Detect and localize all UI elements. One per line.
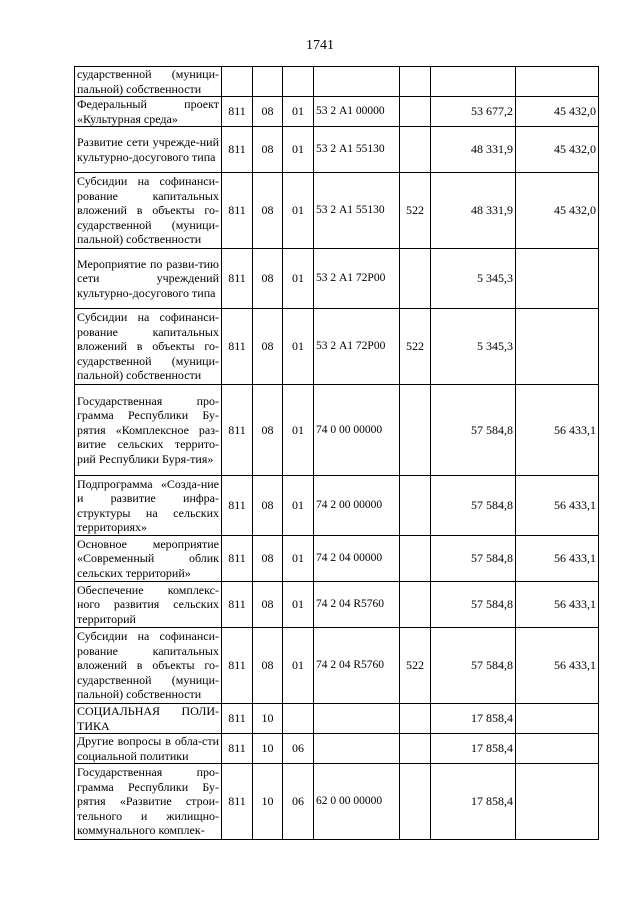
amount-year-2: 56 433,1 (516, 628, 599, 704)
section-code: 08 (253, 97, 283, 127)
section-code: 08 (253, 249, 283, 309)
subsection-code: 06 (283, 764, 314, 840)
ministry-code: 811 (222, 476, 253, 536)
amount-year-1: 48 331,9 (431, 127, 516, 173)
target-article-code: 53 2 А1 55130 (314, 173, 400, 249)
amount-year-1: 5 345,3 (431, 309, 516, 385)
amount-year-1: 57 584,8 (431, 582, 516, 628)
target-article-code: 74 0 00 00000 (314, 385, 400, 476)
section-code: 08 (253, 127, 283, 173)
budget-item-name: Обеспечение комплекс-ного развития сельских территорий (75, 582, 222, 628)
ministry-code: 811 (222, 249, 253, 309)
table-row (75, 628, 599, 704)
amount-year-1: 53 677,2 (431, 97, 516, 127)
budget-item-name: Государственная про-грамма Республики Бу-рятия «Развитие строи-тельного и жилищно-коммунального комплек- (75, 764, 222, 840)
amount-year-2: 56 433,1 (516, 385, 599, 476)
ministry-code: 811 (222, 173, 253, 249)
table-row (75, 582, 599, 628)
budget-item-name: сударственной (муници-пальной) собственности (75, 67, 222, 97)
ministry-code: 811 (222, 309, 253, 385)
budget-item-name: Субсидии на софинанси-рование капитальных вложений в объекты го-сударственной (муници-пальной) собственности (75, 628, 222, 704)
expense-type-code (400, 704, 431, 734)
ministry-code: 811 (222, 764, 253, 840)
target-article-code: 53 2 А1 00000 (314, 97, 400, 127)
ministry-code: 811 (222, 536, 253, 582)
amount-year-2 (516, 67, 599, 97)
ministry-code (222, 67, 253, 97)
ministry-code: 811 (222, 385, 253, 476)
table-row (75, 764, 599, 840)
section-code: 10 (253, 734, 283, 764)
section-code: 10 (253, 704, 283, 734)
table-row (75, 173, 599, 249)
expense-type-code (400, 127, 431, 173)
expense-type-code (400, 249, 431, 309)
table-row (75, 127, 599, 173)
target-article-code: 74 2 04 R5760 (314, 628, 400, 704)
subsection-code: 01 (283, 249, 314, 309)
subsection-code (283, 704, 314, 734)
table-row (75, 536, 599, 582)
subsection-code (283, 67, 314, 97)
section-code (253, 67, 283, 97)
section-code: 10 (253, 764, 283, 840)
budget-item-name: Федеральный проект «Культурная среда» (75, 97, 222, 127)
expense-type-code: 522 (400, 628, 431, 704)
amount-year-1: 17 858,4 (431, 704, 516, 734)
amount-year-2 (516, 249, 599, 309)
ministry-code: 811 (222, 704, 253, 734)
page-number: 1741 (306, 38, 334, 53)
budget-item-name: Субсидии на софинанси-рование капитальных вложений в объекты го-сударственной (муници-пальной) собственности (75, 309, 222, 385)
subsection-code: 01 (283, 385, 314, 476)
section-code: 08 (253, 385, 283, 476)
budget-item-name: Другие вопросы в обла-сти социальной политики (75, 734, 222, 764)
table-row (75, 734, 599, 764)
expense-type-code (400, 67, 431, 97)
amount-year-2 (516, 764, 599, 840)
budget-item-name: Основное мероприятие «Современный облик сельских территорий» (75, 536, 222, 582)
subsection-code: 01 (283, 127, 314, 173)
ministry-code: 811 (222, 97, 253, 127)
amount-year-1: 57 584,8 (431, 628, 516, 704)
table-row (75, 385, 599, 476)
amount-year-2 (516, 734, 599, 764)
budget-item-name: Государственная про-грамма Республики Бу-рятия «Комплексное раз-витие сельских террито-рий Республики Буря-тия» (75, 385, 222, 476)
amount-year-2: 56 433,1 (516, 582, 599, 628)
amount-year-1 (431, 67, 516, 97)
budget-table (74, 66, 599, 840)
expense-type-code (400, 536, 431, 582)
subsection-code: 01 (283, 582, 314, 628)
expense-type-code (400, 734, 431, 764)
section-code: 08 (253, 536, 283, 582)
amount-year-1: 17 858,4 (431, 734, 516, 764)
subsection-code: 01 (283, 476, 314, 536)
target-article-code: 53 2 А1 55130 (314, 127, 400, 173)
budget-item-name: Субсидии на софинанси-рование капитальных вложений в объекты го-сударственной (муници-пальной) собственности (75, 173, 222, 249)
amount-year-2: 56 433,1 (516, 476, 599, 536)
ministry-code: 811 (222, 127, 253, 173)
expense-type-code (400, 764, 431, 840)
amount-year-2: 45 432,0 (516, 173, 599, 249)
table-row (75, 249, 599, 309)
target-article-code: 74 2 00 00000 (314, 476, 400, 536)
section-code: 08 (253, 628, 283, 704)
section-code: 08 (253, 582, 283, 628)
budget-item-name: Подпрограмма «Созда-ние и развитие инфра-структуры на сельских территориях» (75, 476, 222, 536)
target-article-code (314, 734, 400, 764)
amount-year-1: 57 584,8 (431, 536, 516, 582)
expense-type-code (400, 476, 431, 536)
expense-type-code (400, 97, 431, 127)
amount-year-2: 45 432,0 (516, 97, 599, 127)
budget-item-name: Мероприятие по разви-тию сети учреждений культурно-досугового типа (75, 249, 222, 309)
expense-type-code (400, 385, 431, 476)
ministry-code: 811 (222, 734, 253, 764)
subsection-code: 06 (283, 734, 314, 764)
ministry-code: 811 (222, 628, 253, 704)
ministry-code: 811 (222, 582, 253, 628)
table-row (75, 704, 599, 734)
target-article-code: 74 2 04 R5760 (314, 582, 400, 628)
target-article-code: 53 2 А1 72Р00 (314, 249, 400, 309)
target-article-code: 74 2 04 00000 (314, 536, 400, 582)
expense-type-code: 522 (400, 173, 431, 249)
section-code: 08 (253, 173, 283, 249)
budget-item-name: СОЦИАЛЬНАЯ ПОЛИ-ТИКА (75, 704, 222, 734)
section-code: 08 (253, 309, 283, 385)
subsection-code: 01 (283, 97, 314, 127)
target-article-code (314, 67, 400, 97)
amount-year-2: 45 432,0 (516, 127, 599, 173)
table-row (75, 97, 599, 127)
amount-year-1: 17 858,4 (431, 764, 516, 840)
amount-year-1: 57 584,8 (431, 476, 516, 536)
target-article-code (314, 704, 400, 734)
subsection-code: 01 (283, 536, 314, 582)
subsection-code: 01 (283, 628, 314, 704)
amount-year-2 (516, 704, 599, 734)
subsection-code: 01 (283, 173, 314, 249)
table-row (75, 67, 599, 97)
section-code: 08 (253, 476, 283, 536)
amount-year-1: 5 345,3 (431, 249, 516, 309)
subsection-code: 01 (283, 309, 314, 385)
budget-item-name: Развитие сети учрежде-ний культурно-досугового типа (75, 127, 222, 173)
target-article-code: 62 0 00 00000 (314, 764, 400, 840)
amount-year-2 (516, 309, 599, 385)
amount-year-2: 56 433,1 (516, 536, 599, 582)
table-row (75, 476, 599, 536)
target-article-code: 53 2 А1 72Р00 (314, 309, 400, 385)
expense-type-code (400, 582, 431, 628)
expense-type-code: 522 (400, 309, 431, 385)
amount-year-1: 57 584,8 (431, 385, 516, 476)
table-body (75, 67, 599, 840)
amount-year-1: 48 331,9 (431, 173, 516, 249)
table-row (75, 309, 599, 385)
